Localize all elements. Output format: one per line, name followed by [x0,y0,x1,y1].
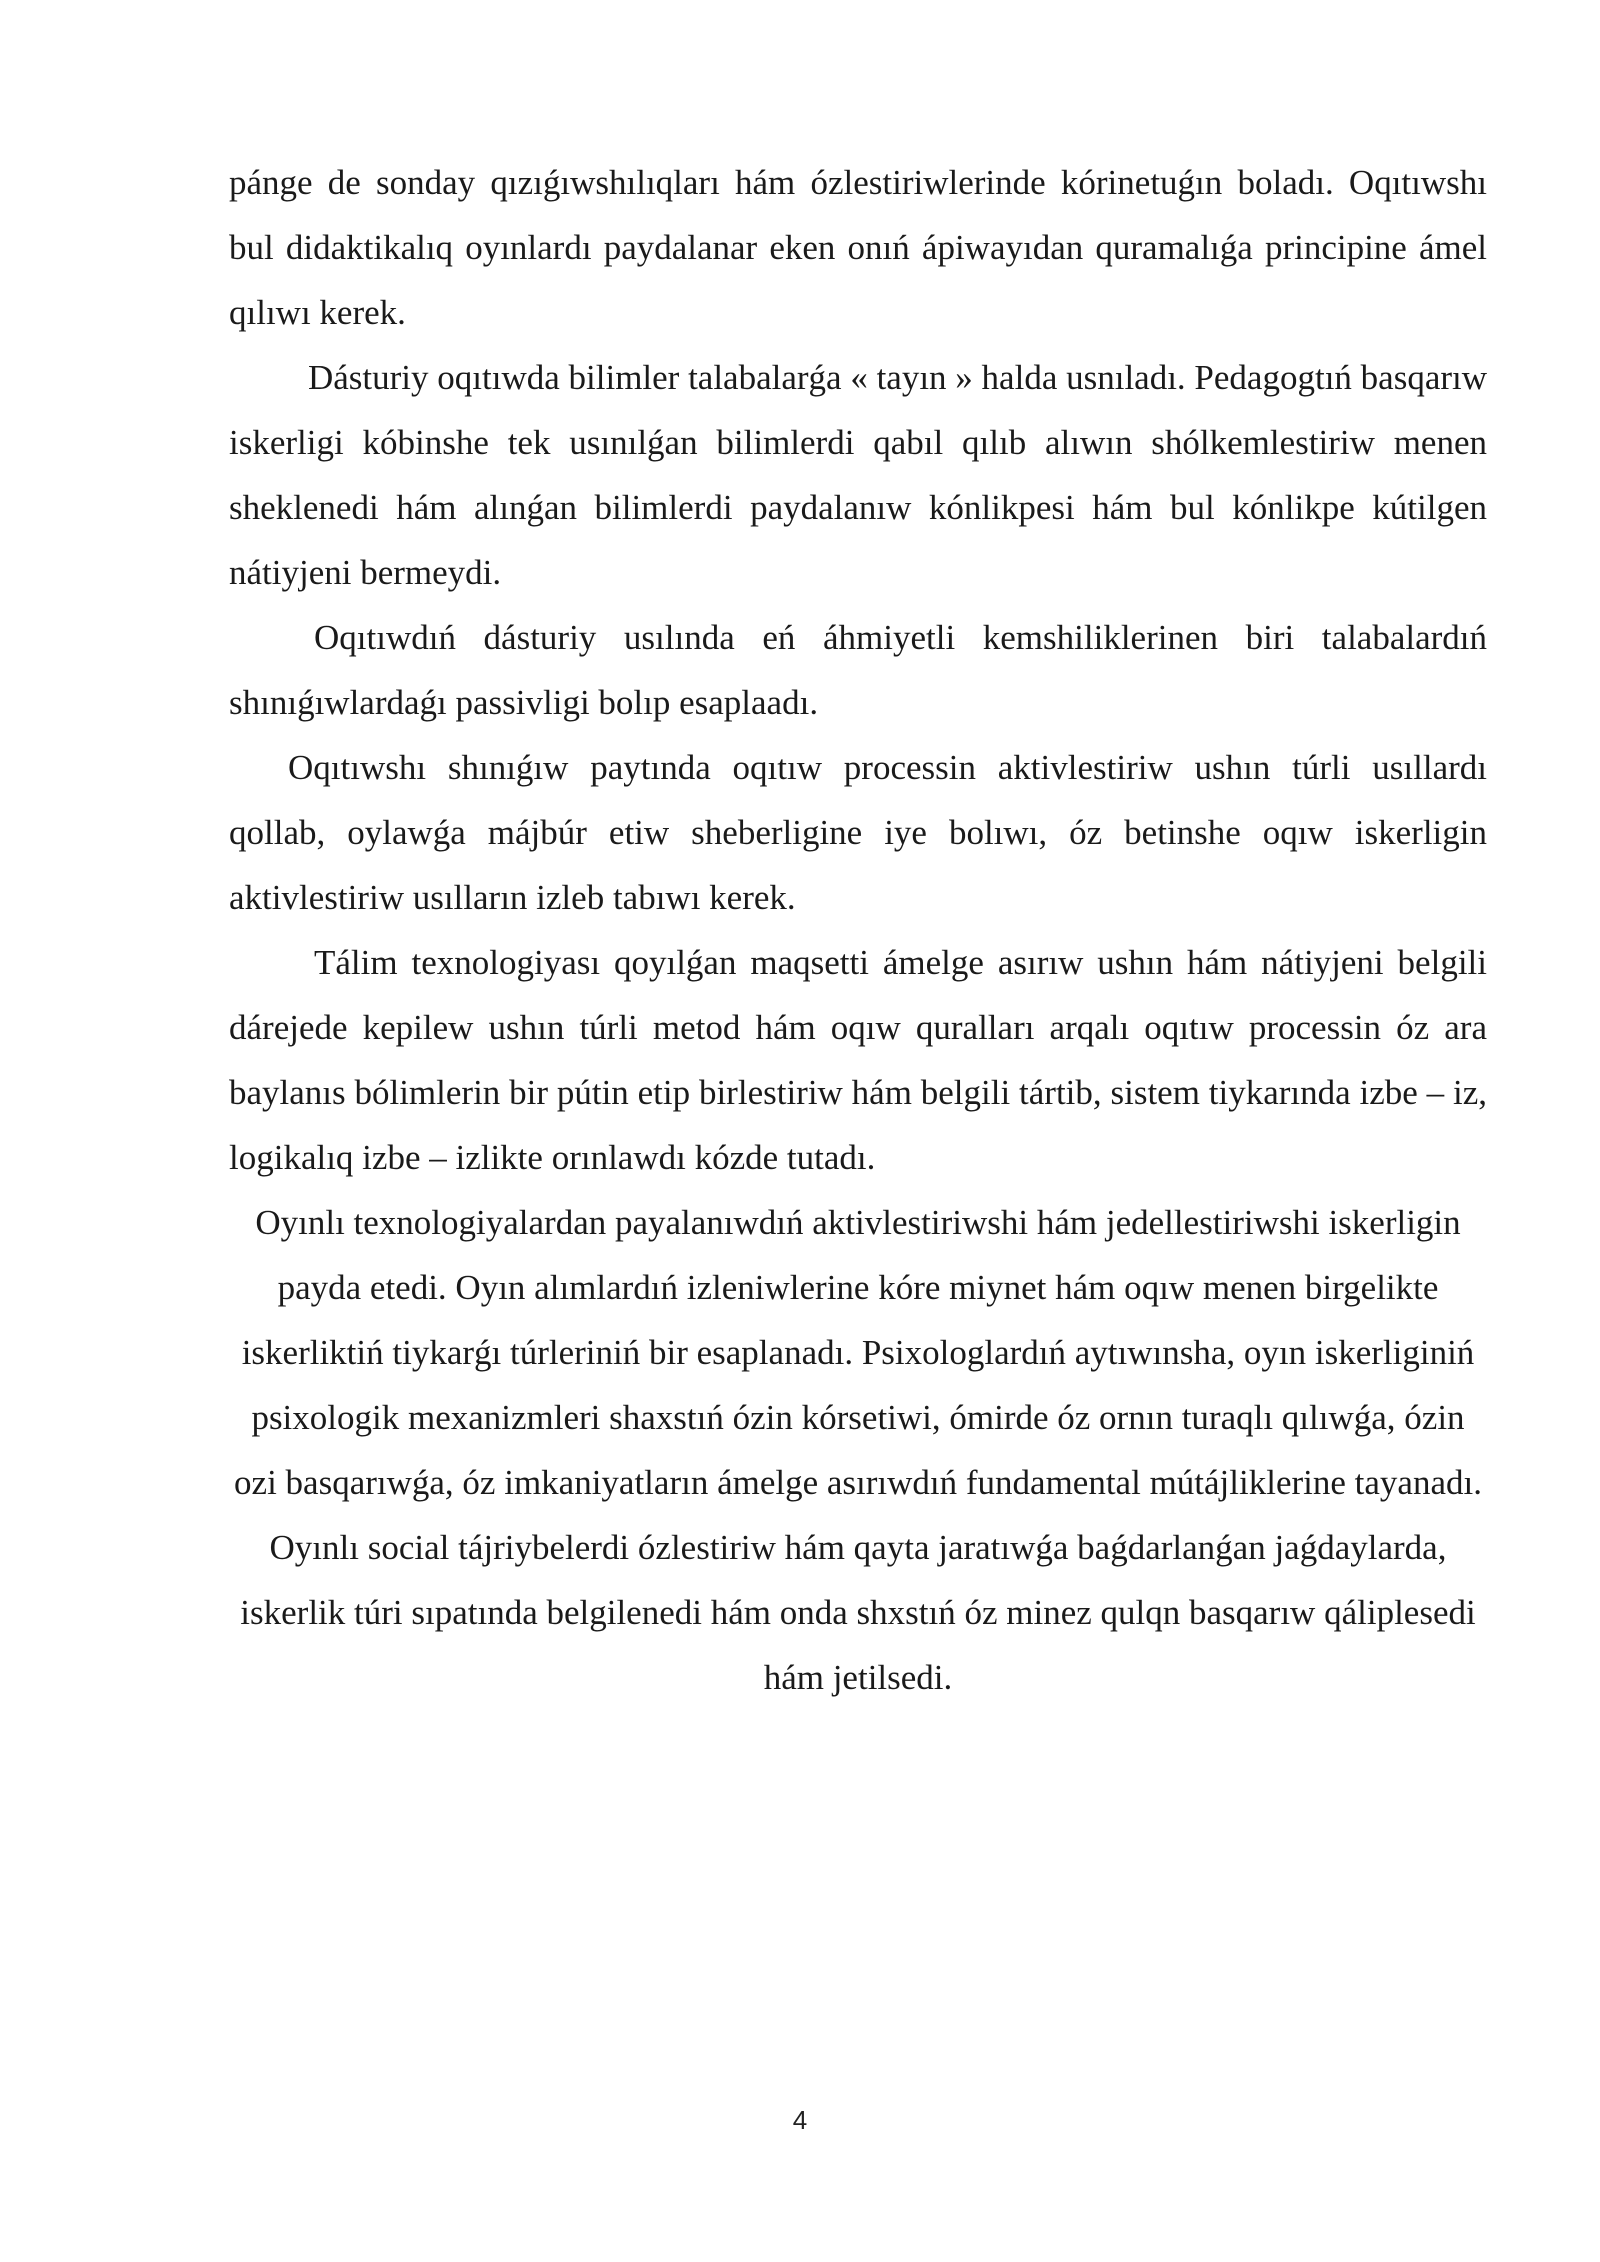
paragraph-education-technology: Tálim texnologiyası qoyılǵan maqsetti ámelge asırıw ushın hám nátiyjeni belgili dárejede kepilew ushın túrli metod hám oqıw quralları arqalı oqıtıw processin óz ara baylanıs bólimlerin bir pútin etip birlestiriw hám belgili tártib, sistem tiykarında izbe – iz, logikalıq izbe – izlikte orınlawdı kózde tutadı. [229,943,1487,1177]
paragraph-programmed-teaching: Dásturiy oqıtıwda bilimler talabalarǵa « tayın » halda usnıladı. Pedagogtıń basqarıw iskerligi kóbinshe tek usınılǵan bilimlerdi qabıl qılıb alıwın shólkemlestiriw menen sheklenedi hám alınǵan bilimlerdi paydalanıw kónlikpesi hám bul kónlikpe kútilgen nátiyjeni bermeydi. [229,358,1488,592]
paragraph-shortcoming: Oqıtıwdıń dásturiy usılında eń áhmiyetli kemshiliklerinen biri talabalardıń shınıǵıwlardaǵı passivligi bolıp esaplaadı. [229,618,1487,722]
page-number: 4 [792,2105,808,2135]
paragraph-teacher-activation: Oqıtıwshı shınıǵıw paytında oqıtıw processin aktivlestiriw ushın túrli usıllardı qollab, oylawǵa májbúr etiw sheberligine iye bolıwı, óz betinshe oqıw iskerligin aktivlestiriw usılların izleb tabıwı kerek. [229,748,1487,917]
paragraph-game-technologies: Oyınlı texnologiyalardan payalanıwdıń aktivlestiriwshi hám jedellestiriwshi iskerligin payda etedi. Oyın alımlardıń izleniwlerine kóre miynet hám oqıw menen birgelikte iskerliktiń tiykarǵı túrleriniń bir esaplanadı. Psixologlardıń aytıwınsha, oyın iskerliginiń psixologik mexanizmleri shaxstıń ózin kórsetiwi, ómirde óz ornın turaqlı qılıwǵa, ózin ozi basqarıwǵa, óz imkaniyatların ámelge asırıwdıń fundamental mútájliklerine tayanadı. Oyınlı social tájriybelerdi ózlestiriw hám qayta jaratıwǵa baǵdarlanǵan jaǵdaylarda, iskerlik túri sıpatında belgilenedi hám onda shxstıń óz minez qulqn basqarıw qáliplesedi hám jetilsedi. [234,1203,1482,1697]
body-text [229,150,1487,1710]
paragraph-continuation: pánge de sonday qızıǵıwshılıqları hám ózlestiriwlerinde kórinetuǵın boladı. Oqıtıwshı bul didaktikalıq oyınlardı paydalanar eken onıń ápiwayıdan quramalıǵa principine ámel qılıwı kerek. [229,163,1487,332]
